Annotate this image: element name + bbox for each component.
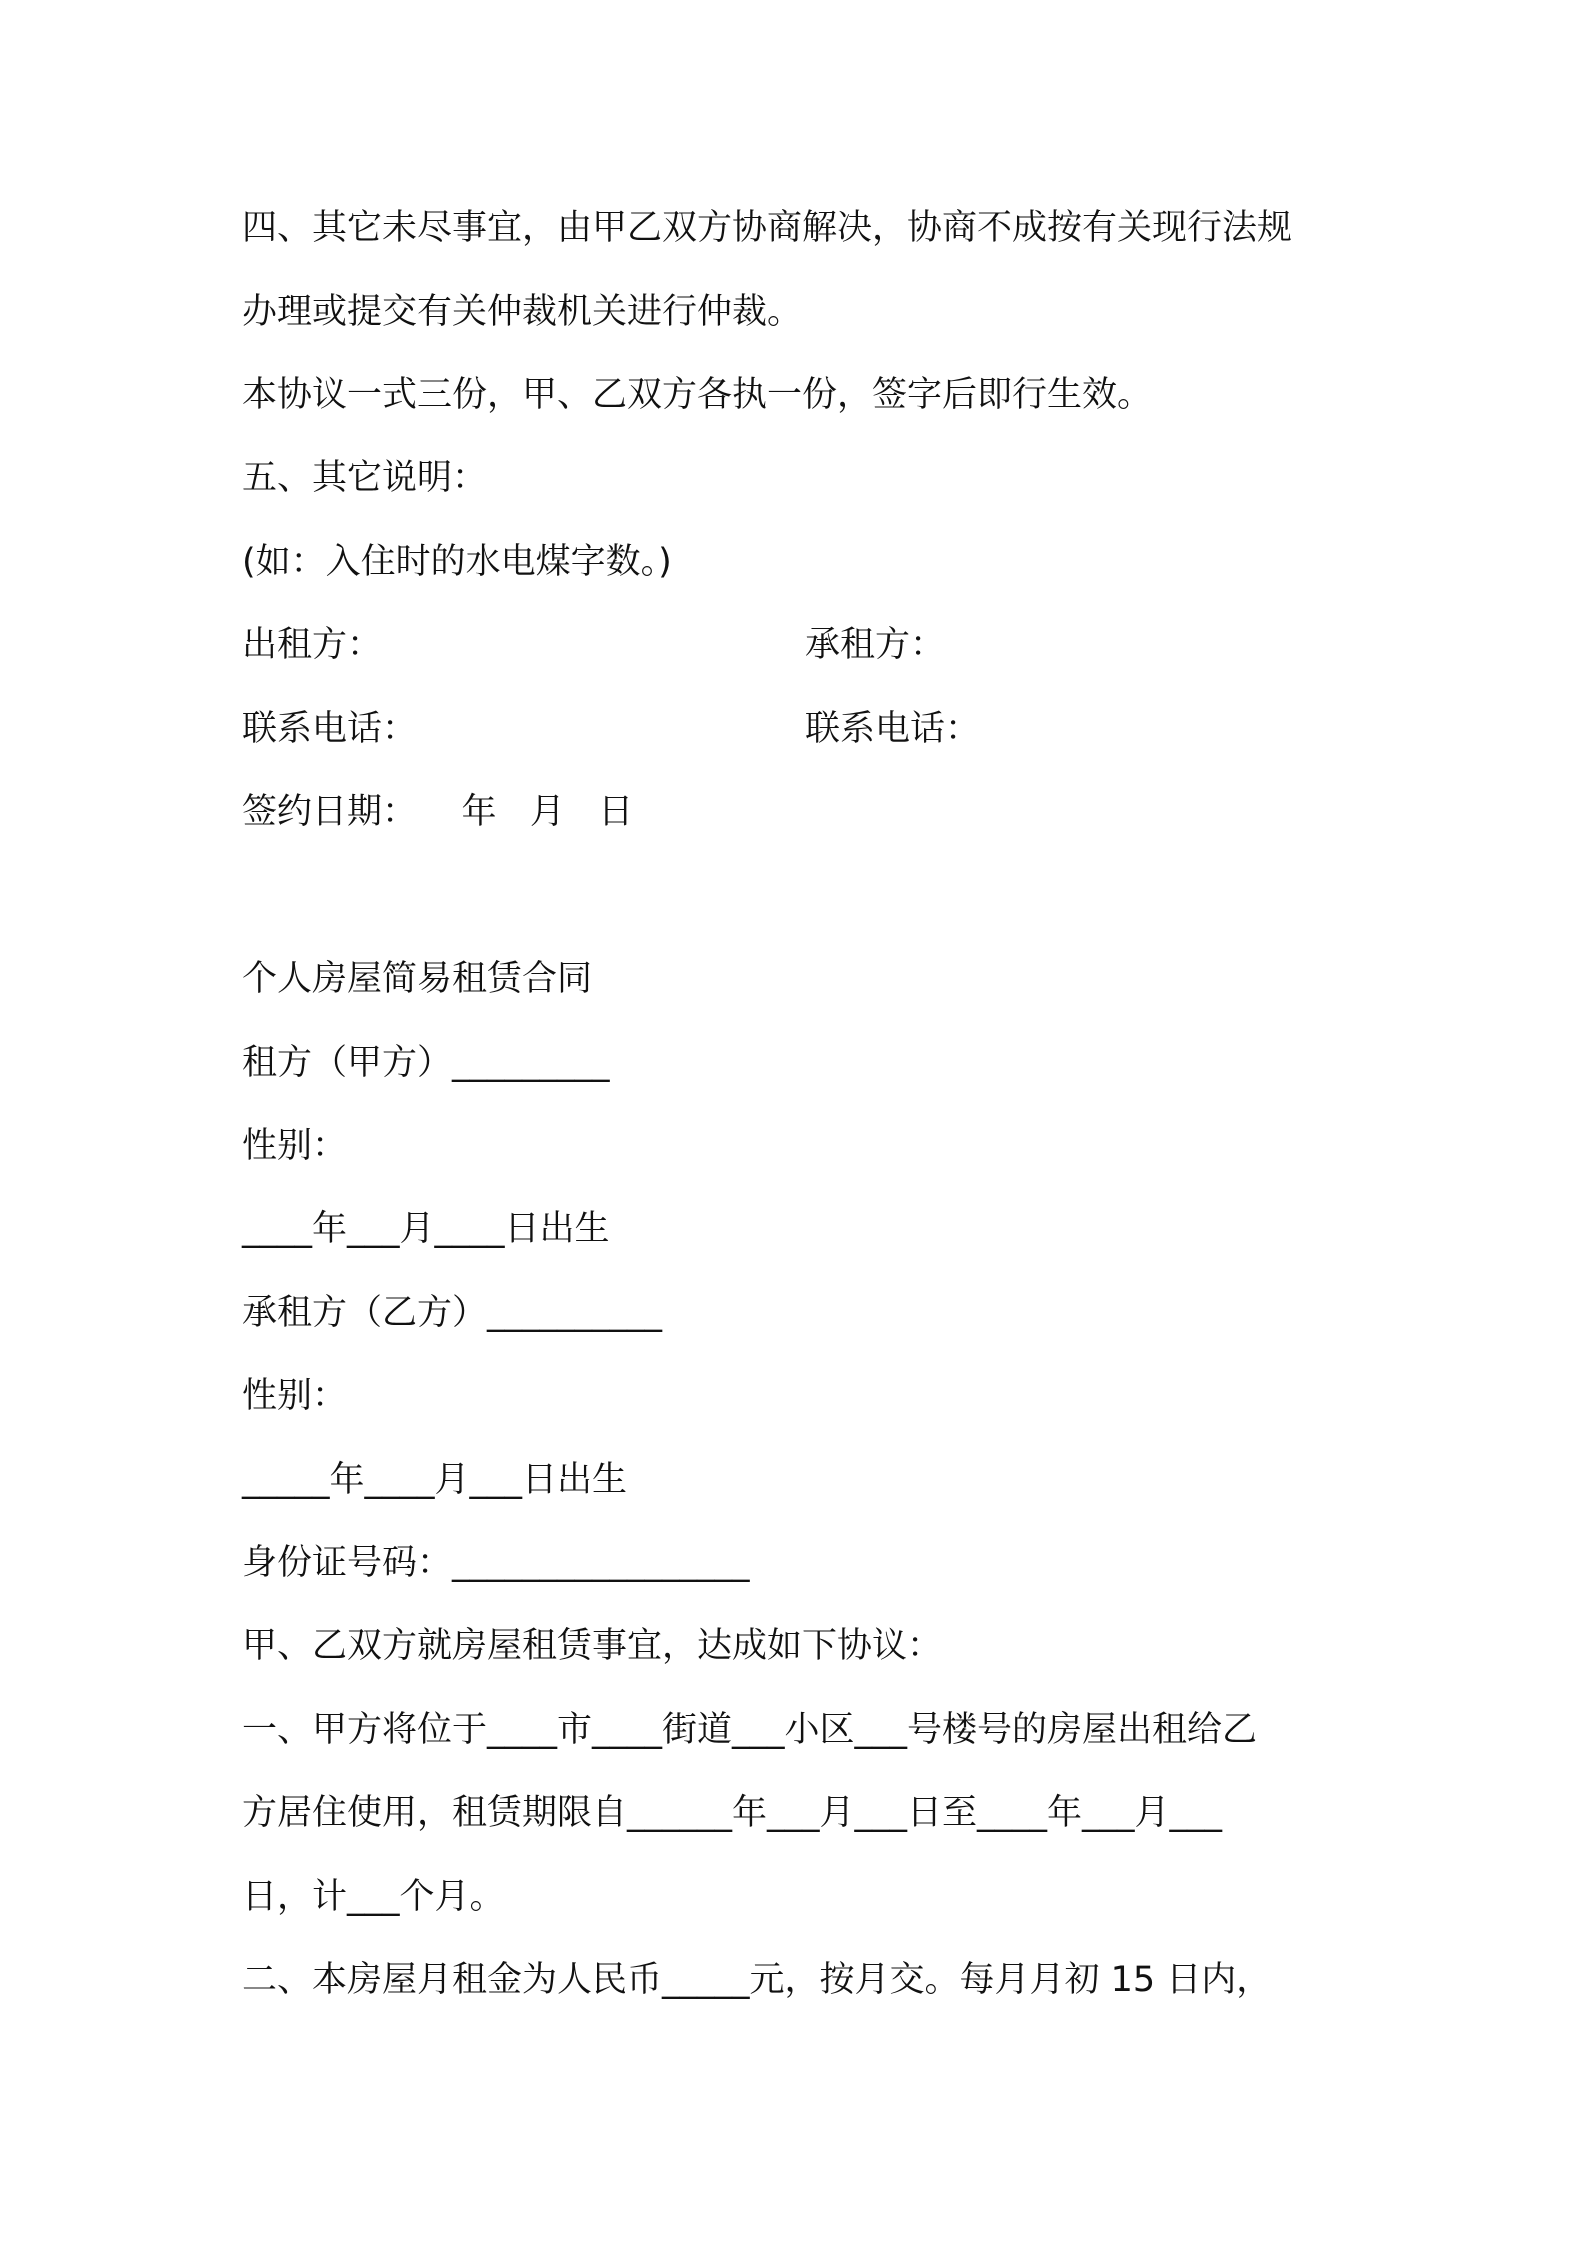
lessor-birthdate: ____年___月____日出生 [242, 1209, 610, 1249]
lessor-party-line: 租方（甲方）_________ [242, 1043, 610, 1083]
clause-four-line-1: 四、其它未尽事宜，由甲乙双方协商解决，协商不成按有关现行法规 [242, 208, 1293, 248]
lessee-birthdate: _____年____月___日出生 [242, 1460, 628, 1500]
lessee-phone-label: 联系电话： [805, 709, 981, 749]
lessor-phone-label: 联系电话： [242, 709, 418, 749]
sign-date: 签约日期： 年 月 日 [242, 792, 634, 832]
lessee-gender: 性别： [242, 1376, 348, 1416]
contract-title: 个人房屋简易租赁合同 [242, 959, 593, 999]
id-number-line: 身份证号码：_________________ [242, 1543, 750, 1583]
copies-statement: 本协议一式三份，甲、乙双方各执一份，签字后即行生效。 [242, 375, 1153, 415]
clause-one-line-1: 一、甲方将位于____市____街道___小区___号楼号的房屋出租给乙 [242, 1710, 1258, 1750]
lessor-gender: 性别： [242, 1126, 348, 1166]
clause-one-line-3: 日，计___个月。 [242, 1877, 505, 1917]
lessee-party-line: 承租方（乙方）__________ [242, 1293, 663, 1333]
clause-five-heading: 五、其它说明： [242, 458, 488, 498]
agreement-intro: 甲、乙双方就房屋租赁事宜，达成如下协议： [242, 1626, 943, 1666]
clause-one-line-2: 方居住使用，租赁期限自______年___月___日至____年___月___ [242, 1793, 1223, 1833]
clause-five-example: (如：入住时的水电煤字数。) [242, 542, 672, 582]
lessor-label: 出租方： [242, 625, 383, 665]
lessee-label: 承租方： [805, 625, 946, 665]
clause-two-line-1: 二、本房屋月租金为人民币_____元，按月交。每月月初 15 日内， [242, 1960, 1272, 2000]
clause-four-line-2: 办理或提交有关仲裁机关进行仲裁。 [242, 292, 803, 332]
